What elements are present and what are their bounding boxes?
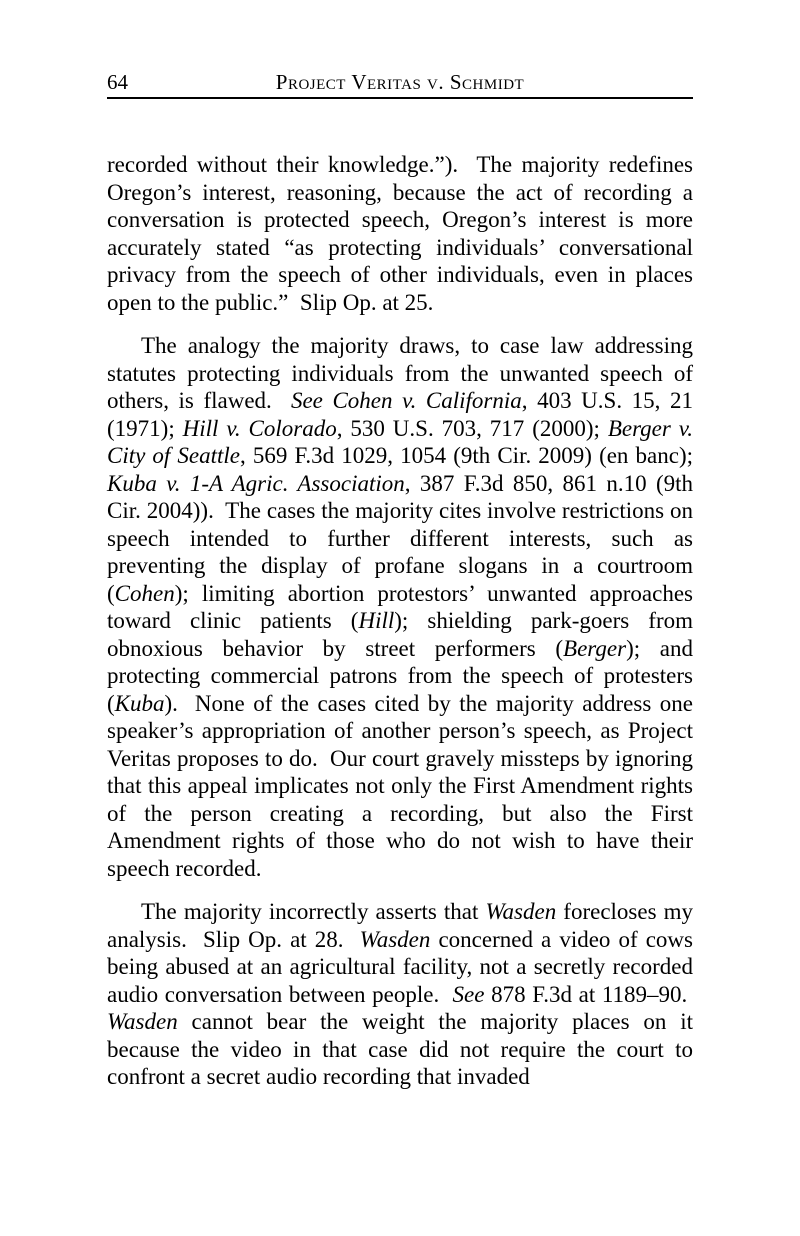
case-title: Project Veritas v. Schmidt — [275, 70, 525, 94]
text-run: 878 F.3d at 1189–90. — [484, 981, 694, 1007]
text-run: ). None of the cases cited by the majority address one speaker’s appropriation of another person’s speech, as Project Veritas proposes to do. Our court gravely missteps by ignoring that this appeal implicates not only the First Amendment rights of the person creating a recording, but also the First Amendment rights of those who do not wish to have their speech recorded. — [107, 690, 693, 881]
italic-run: Wasden — [107, 1009, 178, 1034]
text-run: , 387 F.3d 850, 861 n.10 (9th Cir. 2004)). The cases the majority cites involve restrictions on speech intended to further different interests, such as preventing the display of profane slogans in a courtroom ( — [107, 470, 694, 606]
opinion-body — [107, 151, 693, 1091]
italic-run: Hill — [358, 608, 395, 633]
italic-run: Kuba v. 1-A Agric. Association — [107, 470, 405, 496]
text-run: ); limiting abortion protestors’ unwanted approaches toward clinic patients ( — [107, 580, 693, 633]
paragraph — [107, 332, 693, 882]
paragraph — [107, 151, 693, 316]
text-run: ); and protecting commercial patrons from the speech of protesters ( — [107, 635, 693, 716]
italic-run: Berger — [563, 635, 627, 661]
text-run: , 530 U.S. 703, 717 (2000); — [336, 415, 608, 441]
page-header — [107, 70, 693, 99]
italic-run: Kuba — [114, 690, 165, 716]
italic-run: See — [452, 981, 485, 1007]
italic-run: Cohen — [114, 580, 175, 606]
page-number: 64 — [107, 70, 128, 94]
text-run: cannot bear the weight the majority places on it because the video in that case did not require the court to confront a secret audio recording that invaded — [107, 1009, 693, 1089]
italic-run: Berger v. City of Seattle — [107, 415, 694, 468]
text-run: The analogy the majority draws, to case law addressing statutes protecting individuals from the unwanted speech of others, is flawed. — [107, 333, 693, 413]
text-run: , 569 F.3d 1029, 1054 (9th Cir. 2009) (en banc); — [240, 443, 693, 468]
text-run: , 403 U.S. 15, 21 (1971); — [107, 388, 693, 441]
italic-run: Wasden — [359, 926, 431, 952]
italic-run: See Cohen v. California — [290, 388, 522, 413]
italic-run: Wasden — [485, 899, 557, 924]
text-run: concerned a video of cows being abused at an agricultural facility, not a secretly recorded audio conversation between people. — [107, 926, 693, 1007]
italic-run: Hill v. Colorado — [182, 415, 337, 441]
page-content — [107, 70, 693, 1107]
text-run: ); shielding park-goers from obnoxious behavior by street performers ( — [107, 608, 693, 661]
text-run: The majority incorrectly asserts that — [141, 899, 486, 924]
text-run: forecloses my analysis. Slip Op. at 28. — [107, 899, 693, 952]
paragraph — [107, 898, 693, 1091]
text-run: recorded without their knowledge.”). The majority redefines Oregon’s interest, reasoning, because the act of recording a conversation is protected speech, Oregon’s interest is more accurately stated “as protecting individuals’ conversational privacy from the speech of other individuals, even in places open to the public.” Slip Op. at 25. — [107, 152, 693, 315]
